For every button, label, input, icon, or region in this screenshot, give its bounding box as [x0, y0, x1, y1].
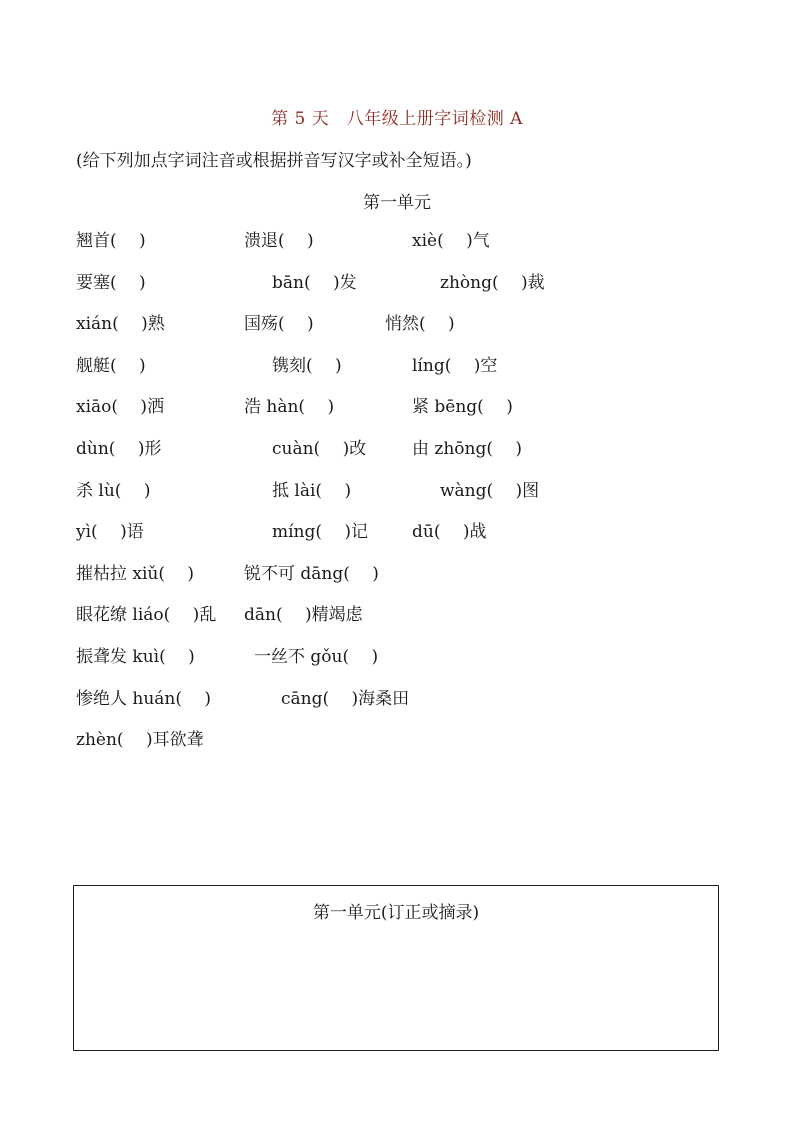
correction-box: [73, 885, 719, 1051]
idiom-item: 眼花缭 liáo( )乱: [76, 605, 217, 625]
word-item: yì( )语: [76, 522, 144, 542]
word-item: zhòng( )裁: [440, 273, 545, 293]
word-item: 悄然( ): [385, 314, 455, 334]
word-item: dùn( )形: [76, 439, 162, 459]
word-item: 舰艇( ): [76, 356, 146, 376]
correction-box-title: 第一单元(订正或摘录): [312, 903, 480, 923]
word-item: bān( )发: [272, 273, 357, 293]
word-item: dū( )战: [412, 522, 487, 542]
word-item: xiāo( )洒: [76, 397, 165, 417]
idiom-item: zhèn( )耳欲聋: [76, 730, 204, 750]
idiom-item: 一丝不 gǒu( ): [254, 647, 379, 667]
word-item: líng( )空: [412, 356, 498, 376]
instruction-text: (给下列加点字词注音或根据拼音写汉字或补全短语。): [76, 151, 472, 171]
idiom-item: cāng( )海桑田: [281, 689, 410, 709]
word-item: 紧 bēng( ): [412, 397, 513, 417]
word-item: 杀 lù( ): [76, 481, 151, 501]
word-item: 抵 lài( ): [272, 481, 352, 501]
word-item: 国殇( ): [244, 314, 314, 334]
word-item: 镌刻( ): [272, 356, 342, 376]
word-item: 溃退( ): [244, 231, 314, 251]
word-item: xián( )熟: [76, 314, 165, 334]
idiom-item: 锐不可 dāng( ): [244, 564, 379, 584]
word-item: xiè( )气: [412, 231, 490, 251]
word-item: míng( )记: [272, 522, 369, 542]
idiom-item: 惨绝人 huán( ): [76, 689, 212, 709]
word-item: 要塞( ): [76, 273, 146, 293]
page-title: 第 5 天 八年级上册字词检测 A: [271, 109, 523, 129]
word-item: 由 zhōng( ): [412, 439, 523, 459]
word-item: 浩 hàn( ): [244, 397, 335, 417]
word-item: wàng( )图: [440, 481, 540, 501]
idiom-item: 振聋发 kuì( ): [76, 647, 195, 667]
section-title: 第一单元: [363, 193, 431, 213]
idiom-item: dān( )精竭虑: [244, 605, 363, 625]
word-item: cuàn( )改: [272, 439, 367, 459]
word-item: 翘首( ): [76, 231, 146, 251]
idiom-item: 摧枯拉 xiǔ( ): [76, 564, 195, 584]
